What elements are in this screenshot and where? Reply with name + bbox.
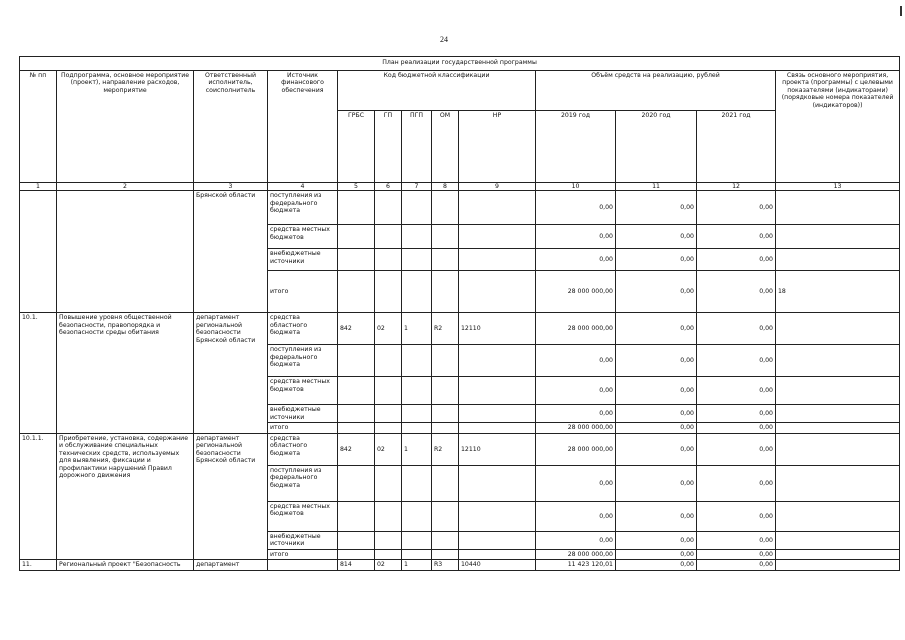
cell-2021: 0,00 xyxy=(697,271,776,313)
cell-source: внебюджетные источники xyxy=(268,405,338,423)
cell-2020: 0,00 xyxy=(616,225,697,249)
cell-source: внебюджетные источники xyxy=(268,249,338,271)
cell-2021: 0,00 xyxy=(697,423,776,433)
table-row xyxy=(20,433,900,465)
cell-gp: 02 xyxy=(375,313,402,345)
cell-name: Региональный проект "Безопасность xyxy=(57,560,194,570)
cell-source: итого xyxy=(268,271,338,313)
column-number: 2 xyxy=(57,183,194,191)
cell-2020: 0,00 xyxy=(616,433,697,465)
cell-2020: 0,00 xyxy=(616,313,697,345)
cell-2019: 0,00 xyxy=(536,405,616,423)
header-om: ОМ xyxy=(432,111,459,183)
cell-pgp: 1 xyxy=(402,313,432,345)
header-subprogram: Подпрограмма, основное мероприятие (проект), направление расходов, мероприятие xyxy=(57,71,194,183)
table-title: План реализации государственной программы xyxy=(20,57,900,71)
column-number: 4 xyxy=(268,183,338,191)
cell-2020: 0,00 xyxy=(616,191,697,225)
cell-source: итого xyxy=(268,549,338,559)
cell-link xyxy=(776,405,900,423)
cell-2019: 28 000 000,00 xyxy=(536,271,616,313)
scan-edge-mark xyxy=(900,6,902,16)
cell-link xyxy=(776,433,900,465)
column-number: 1 xyxy=(20,183,57,191)
cell-2021: 0,00 xyxy=(697,345,776,377)
column-number: 6 xyxy=(375,183,402,191)
cell-2021: 0,00 xyxy=(697,405,776,423)
cell-responsible: департамент региональной безопасности Брянской области xyxy=(194,313,268,433)
cell-2021: 0,00 xyxy=(697,560,776,570)
header-link: Связь основного мероприятия, проекта (программы) с целевыми показателями (индикаторами) (порядковые номера показателей (индикаторов)) xyxy=(776,71,900,183)
cell-link xyxy=(776,191,900,225)
column-number: 3 xyxy=(194,183,268,191)
cell-grbs: 842 xyxy=(338,313,375,345)
header-budget-code: Код бюджетной классификации xyxy=(338,71,536,111)
cell-2021: 0,00 xyxy=(697,433,776,465)
column-number: 5 xyxy=(338,183,375,191)
column-number: 11 xyxy=(616,183,697,191)
column-number: 7 xyxy=(402,183,432,191)
table-row xyxy=(20,560,900,570)
cell-source: средства местных бюджетов xyxy=(268,225,338,249)
cell-2021: 0,00 xyxy=(697,191,776,225)
page-number: 24 xyxy=(440,35,448,44)
cell-2021: 0,00 xyxy=(697,501,776,531)
cell-2020: 0,00 xyxy=(616,249,697,271)
header-source: Источник финансового обеспечения xyxy=(268,71,338,183)
header-grbs: ГРБС xyxy=(338,111,375,183)
cell-2019: 0,00 xyxy=(536,465,616,501)
cell-link xyxy=(776,345,900,377)
cell-source: поступления из федерального бюджета xyxy=(268,345,338,377)
cell-source: средства областного бюджета xyxy=(268,433,338,465)
cell-2021: 0,00 xyxy=(697,313,776,345)
cell-source: поступления из федерального бюджета xyxy=(268,465,338,501)
column-number: 13 xyxy=(776,183,900,191)
cell-2020: 0,00 xyxy=(616,405,697,423)
column-number: 12 xyxy=(697,183,776,191)
cell-name: Приобретение, установка, содержание и обслуживание специальных технических средств, используемых для выявления, фиксации и профилактики нарушений Правил дорожного движения xyxy=(57,433,194,559)
cell-name xyxy=(57,191,194,313)
cell-link xyxy=(776,549,900,559)
cell-link xyxy=(776,377,900,405)
cell-nr: 10440 xyxy=(459,560,536,570)
cell-link xyxy=(776,423,900,433)
column-number: 10 xyxy=(536,183,616,191)
cell-source xyxy=(268,560,338,570)
cell-2019: 0,00 xyxy=(536,345,616,377)
cell-link xyxy=(776,465,900,501)
cell-source: поступления из федерального бюджета xyxy=(268,191,338,225)
cell-om: R2 xyxy=(432,313,459,345)
cell-2020: 0,00 xyxy=(616,377,697,405)
cell-2021: 0,00 xyxy=(697,465,776,501)
header-2019: 2019 год xyxy=(536,111,616,183)
cell-2020: 0,00 xyxy=(616,423,697,433)
header-responsible: Ответственный исполнитель, соисполнитель xyxy=(194,71,268,183)
cell-gp: 02 xyxy=(375,560,402,570)
cell-om: R3 xyxy=(432,560,459,570)
cell-link xyxy=(776,225,900,249)
cell-num xyxy=(20,191,57,313)
cell-2019: 28 000 000,00 xyxy=(536,423,616,433)
header-num: № пп xyxy=(20,71,57,183)
cell-2019: 0,00 xyxy=(536,191,616,225)
cell-2019: 0,00 xyxy=(536,531,616,549)
cell-2019: 0,00 xyxy=(536,225,616,249)
table-row xyxy=(20,313,900,345)
cell-nr: 12110 xyxy=(459,433,536,465)
cell-2020: 0,00 xyxy=(616,271,697,313)
cell-2021: 0,00 xyxy=(697,377,776,405)
header-2021: 2021 год xyxy=(697,111,776,183)
cell-2021: 0,00 xyxy=(697,225,776,249)
cell-source: средства местных бюджетов xyxy=(268,377,338,405)
cell-2019: 11 423 120,01 xyxy=(536,560,616,570)
cell-om: R2 xyxy=(432,433,459,465)
column-number: 9 xyxy=(459,183,536,191)
column-number: 8 xyxy=(432,183,459,191)
cell-nr: 12110 xyxy=(459,313,536,345)
header-pgp: ПГП xyxy=(402,111,432,183)
cell-num: 11. xyxy=(20,560,57,570)
cell-link xyxy=(776,560,900,570)
cell-link xyxy=(776,501,900,531)
cell-pgp: 1 xyxy=(402,560,432,570)
cell-pgp: 1 xyxy=(402,433,432,465)
cell-2019: 28 000 000,00 xyxy=(536,433,616,465)
cell-link: 18 xyxy=(776,271,900,313)
cell-num: 10.1. xyxy=(20,313,57,433)
header-2020: 2020 год xyxy=(616,111,697,183)
cell-link xyxy=(776,313,900,345)
header-nr: НР xyxy=(459,111,536,183)
cell-2020: 0,00 xyxy=(616,549,697,559)
cell-source: итого xyxy=(268,423,338,433)
header-amount: Объём средств на реализацию, рублей xyxy=(536,71,776,111)
cell-2020: 0,00 xyxy=(616,501,697,531)
header-gp: ГП xyxy=(375,111,402,183)
program-plan-table xyxy=(19,56,900,571)
cell-2021: 0,00 xyxy=(697,549,776,559)
cell-gp: 02 xyxy=(375,433,402,465)
cell-link xyxy=(776,249,900,271)
cell-2020: 0,00 xyxy=(616,560,697,570)
cell-2019: 0,00 xyxy=(536,249,616,271)
cell-2019: 28 000 000,00 xyxy=(536,549,616,559)
cell-grbs: 842 xyxy=(338,433,375,465)
cell-source: средства областного бюджета xyxy=(268,313,338,345)
cell-2021: 0,00 xyxy=(697,249,776,271)
table-row xyxy=(20,191,900,225)
cell-2021: 0,00 xyxy=(697,531,776,549)
cell-num: 10.1.1. xyxy=(20,433,57,559)
cell-2020: 0,00 xyxy=(616,531,697,549)
cell-responsible: департамент региональной безопасности Брянской области xyxy=(194,433,268,559)
cell-source: внебюджетные источники xyxy=(268,531,338,549)
cell-2019: 0,00 xyxy=(536,377,616,405)
cell-responsible: Брянской области xyxy=(194,191,268,313)
cell-link xyxy=(776,531,900,549)
cell-name: Повышение уровня общественной безопасности, правопорядка и безопасности среды обитания xyxy=(57,313,194,433)
column-number-row xyxy=(20,183,900,191)
cell-2020: 0,00 xyxy=(616,345,697,377)
cell-2019: 0,00 xyxy=(536,501,616,531)
cell-source: средства местных бюджетов xyxy=(268,501,338,531)
cell-grbs: 814 xyxy=(338,560,375,570)
cell-responsible: департамент xyxy=(194,560,268,570)
cell-2019: 28 000 000,00 xyxy=(536,313,616,345)
cell-2020: 0,00 xyxy=(616,465,697,501)
